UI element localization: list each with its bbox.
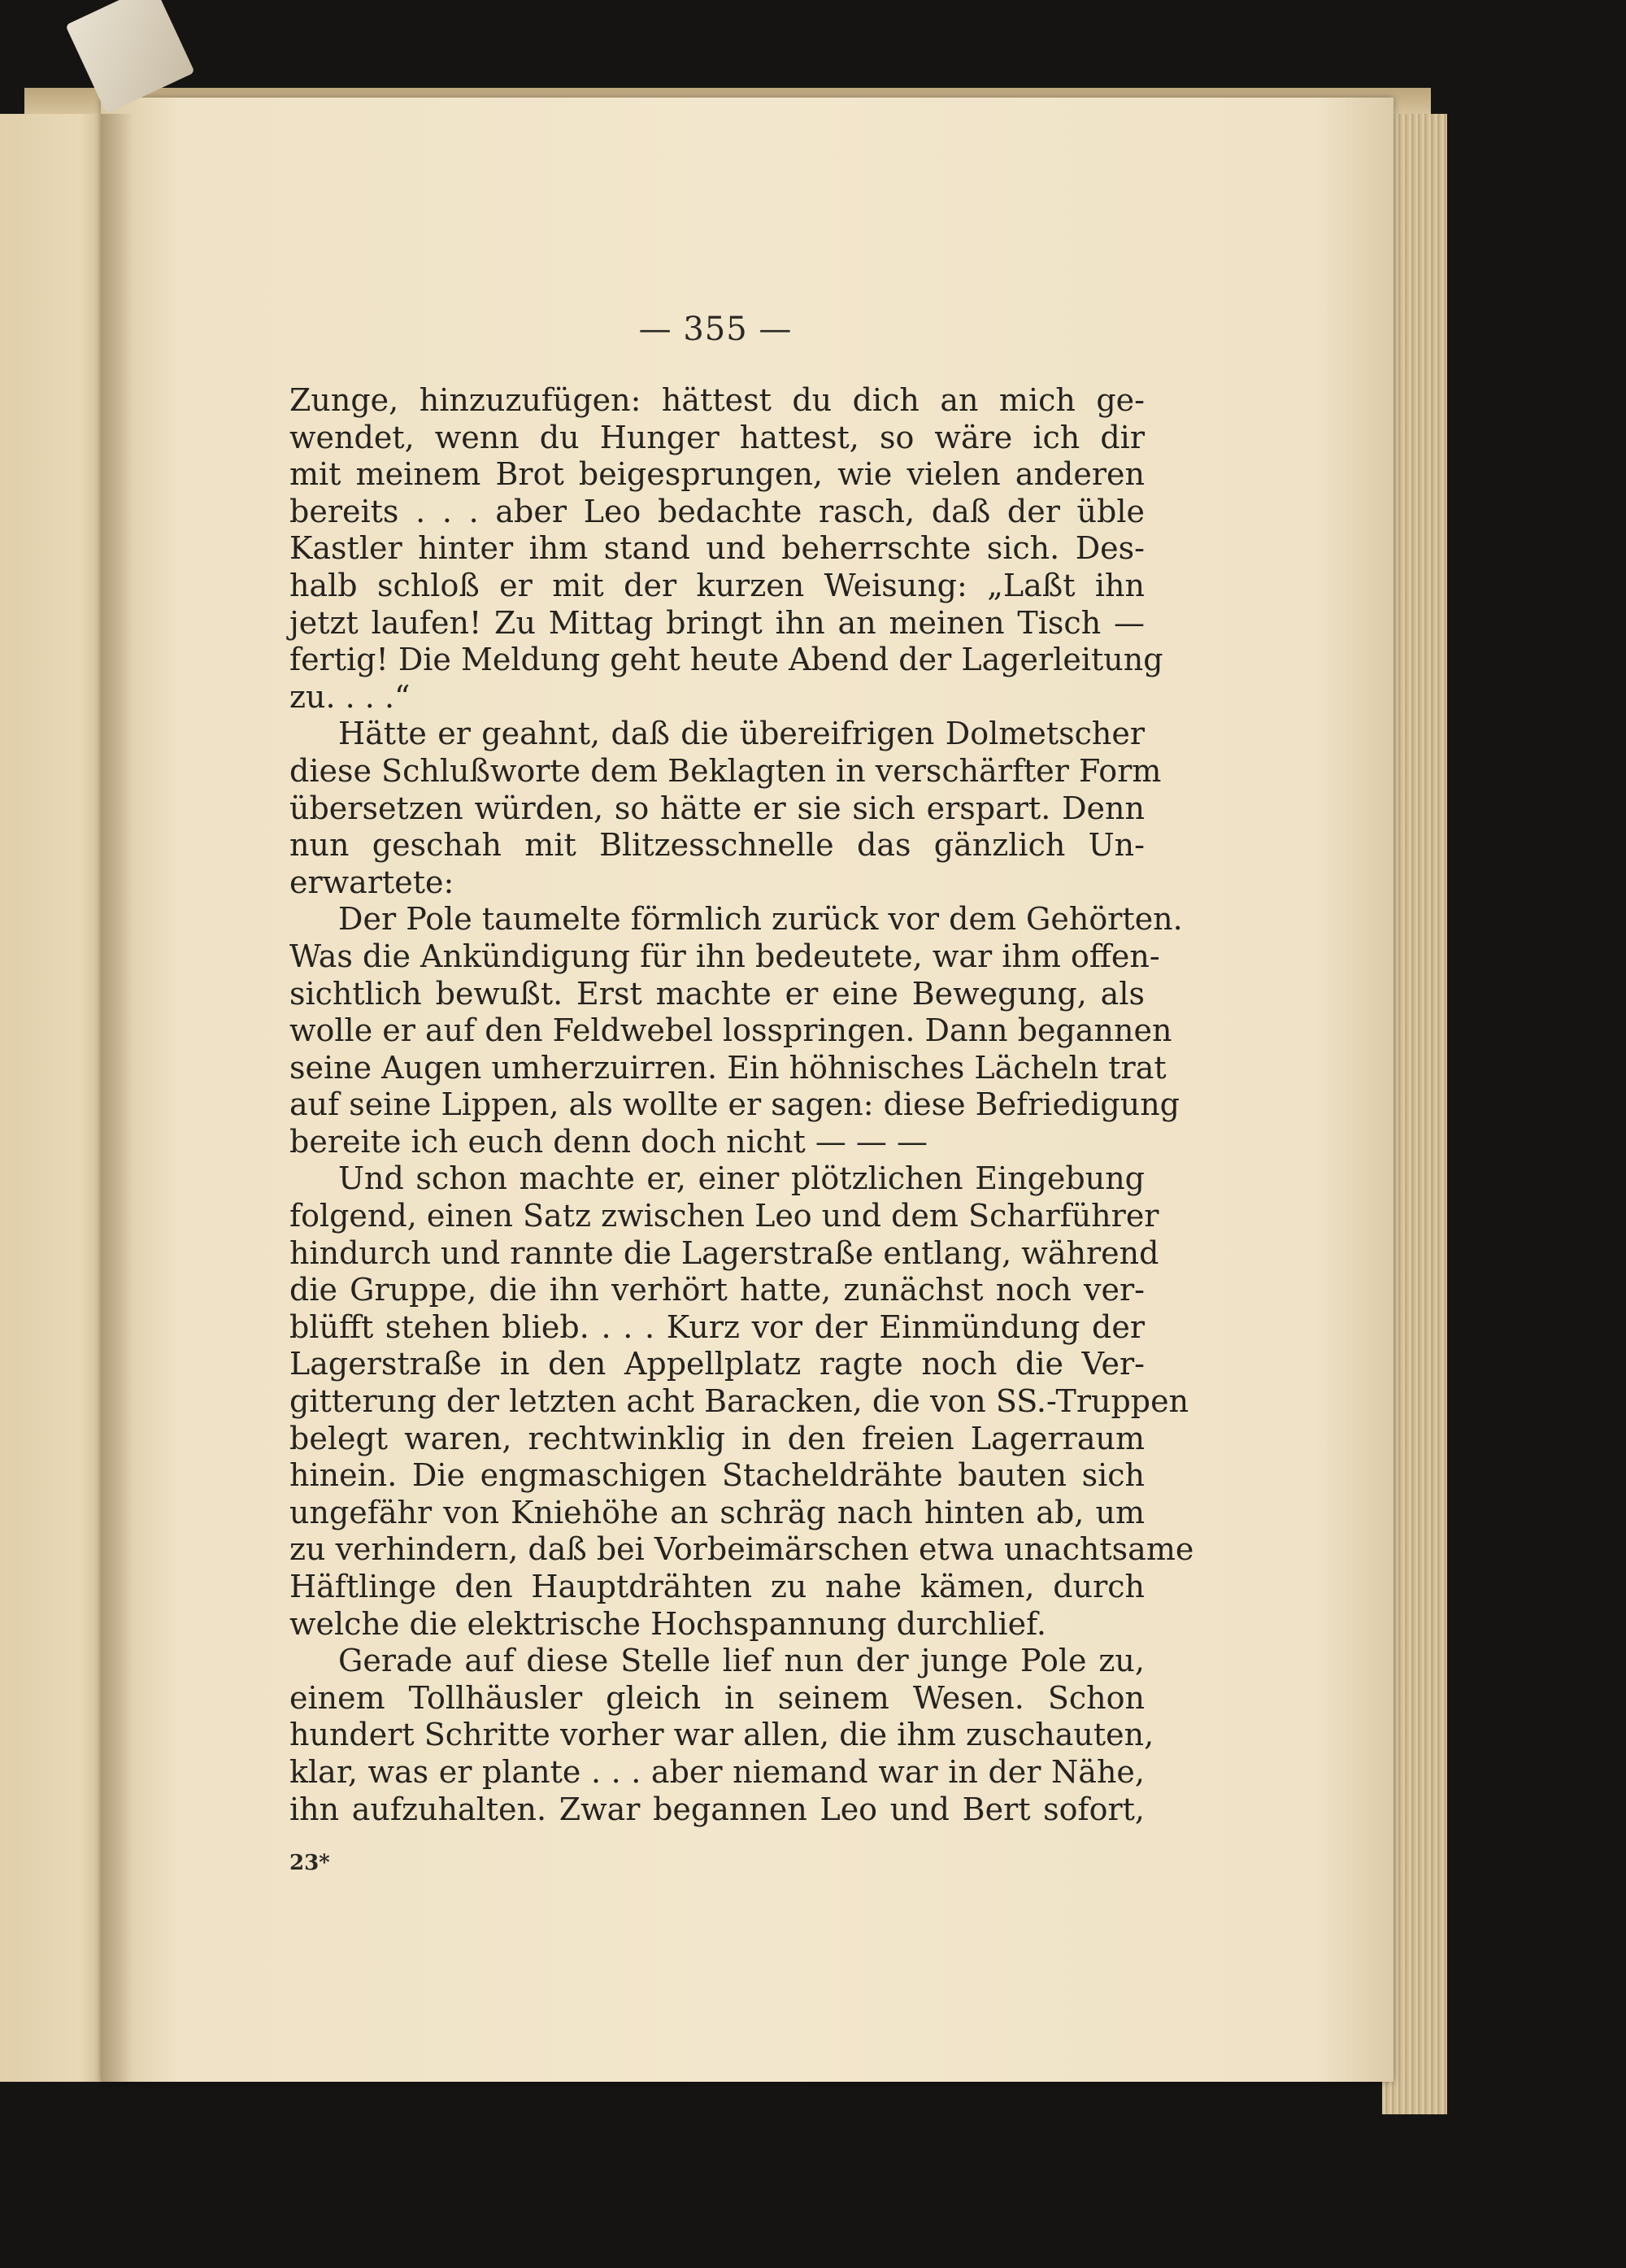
text-line: fertig! Die Meldung geht heute Abend der Lagerleitung: [289, 642, 1163, 678]
text-line: Gerade auf diese Stelle lief nun der junge Pole zu,: [338, 1643, 1145, 1679]
text-line: mit meinem Brot beigesprungen, wie vielen anderen: [289, 456, 1145, 493]
text-line: ihn aufzuhalten. Zwar begannen Leo und Bert sofort,: [289, 1791, 1145, 1827]
text-line: Und schon machte er, einer plötzlichen Eingebung: [338, 1160, 1145, 1197]
text-line: jetzt laufen! Zu Mittag bringt ihn an meinen Tisch —: [289, 604, 1145, 641]
text-line: Der Pole taumelte förmlich zurück vor dem Gehörten.: [338, 901, 1183, 938]
text-line: Lagerstraße in den Appellplatz ragte noch die Ver-: [289, 1346, 1145, 1382]
text-line: die Gruppe, die ihn verhört hatte, zunächst noch ver-: [289, 1272, 1145, 1308]
text-line: welche die elektrische Hochspannung durchlief.: [289, 1605, 1046, 1642]
text-line: zu. . . .“: [289, 678, 411, 715]
text-line: Zunge, hinzuzufügen: hättest du dich an mich ge-: [289, 382, 1145, 418]
text-line: seine Augen umherzuirren. Ein höhnisches Lächeln trat: [289, 1049, 1167, 1086]
text-line: nun geschah mit Blitzesschnelle das gänzlich Un-: [289, 827, 1145, 864]
text-line: halb schloß er mit der kurzen Weisung: „Laßt ihn: [289, 567, 1145, 603]
text-line: blüfft stehen blieb. . . . Kurz vor der Einmündung der: [289, 1308, 1145, 1345]
text-line: sichtlich bewußt. Erst machte er eine Bewegung, als: [289, 975, 1145, 1012]
text-line: auf seine Lippen, als wollte er sagen: diese Befriedigung: [289, 1086, 1180, 1123]
text-line: belegt waren, rechtwinklig in den freien Lagerraum: [289, 1420, 1145, 1456]
text-line: erwartete:: [289, 864, 454, 900]
text-line: wolle er auf den Feldwebel losspringen. Dann begannen: [289, 1012, 1172, 1049]
text-line: zu verhindern, daß bei Vorbeimärschen etwa unachtsame: [289, 1531, 1194, 1568]
text-line: diese Schlußworte dem Beklagten in verschärfter Form: [289, 752, 1162, 789]
page-number: — 355 —: [638, 311, 793, 348]
spine-shadow: [101, 114, 133, 2082]
text-line: hindurch und rannte die Lagerstraße entlang, während: [289, 1234, 1159, 1271]
text-line: bereits . . . aber Leo bedachte rasch, daß der üble: [289, 493, 1145, 529]
left-page-edge: [0, 114, 114, 2082]
text-line: folgend, einen Satz zwischen Leo und dem Scharführer: [289, 1198, 1159, 1234]
printer-signature-mark: 23*: [289, 1851, 330, 1875]
text-line: ungefähr von Kniehöhe an schräg nach hinten ab, um: [289, 1494, 1145, 1530]
body-text: [289, 382, 1194, 1828]
text-line: Häftlinge den Hauptdrähten zu nahe kämen, durch: [289, 1569, 1145, 1604]
text-line: bereite ich euch denn doch nicht — — —: [289, 1123, 928, 1160]
text-line: Kastler hinter ihm stand und beherrschte sich. Des-: [289, 530, 1145, 567]
text-line: Was die Ankündigung für ihn bedeutete, war ihm offen-: [289, 938, 1160, 974]
text-line: klar, was er plante . . . aber niemand war in der Nähe,: [289, 1753, 1145, 1790]
text-line: einem Tollhäusler gleich in seinem Wesen. Schon: [289, 1679, 1145, 1716]
text-line: wendet, wenn du Hunger hattest, so wäre ich dir: [289, 419, 1145, 455]
text-line: Hätte er geahnt, daß die übereifrigen Dolmetscher: [338, 716, 1145, 752]
text-line: hundert Schritte vorher war allen, die ihm zuschauten,: [289, 1717, 1154, 1753]
text-line: gitterung der letzten acht Baracken, die von SS.-Truppen: [289, 1383, 1189, 1420]
text-line: hinein. Die engmaschigen Stacheldrähte bauten sich: [289, 1457, 1145, 1494]
text-line: übersetzen würden, so hätte er sie sich erspart. Denn: [289, 790, 1145, 826]
